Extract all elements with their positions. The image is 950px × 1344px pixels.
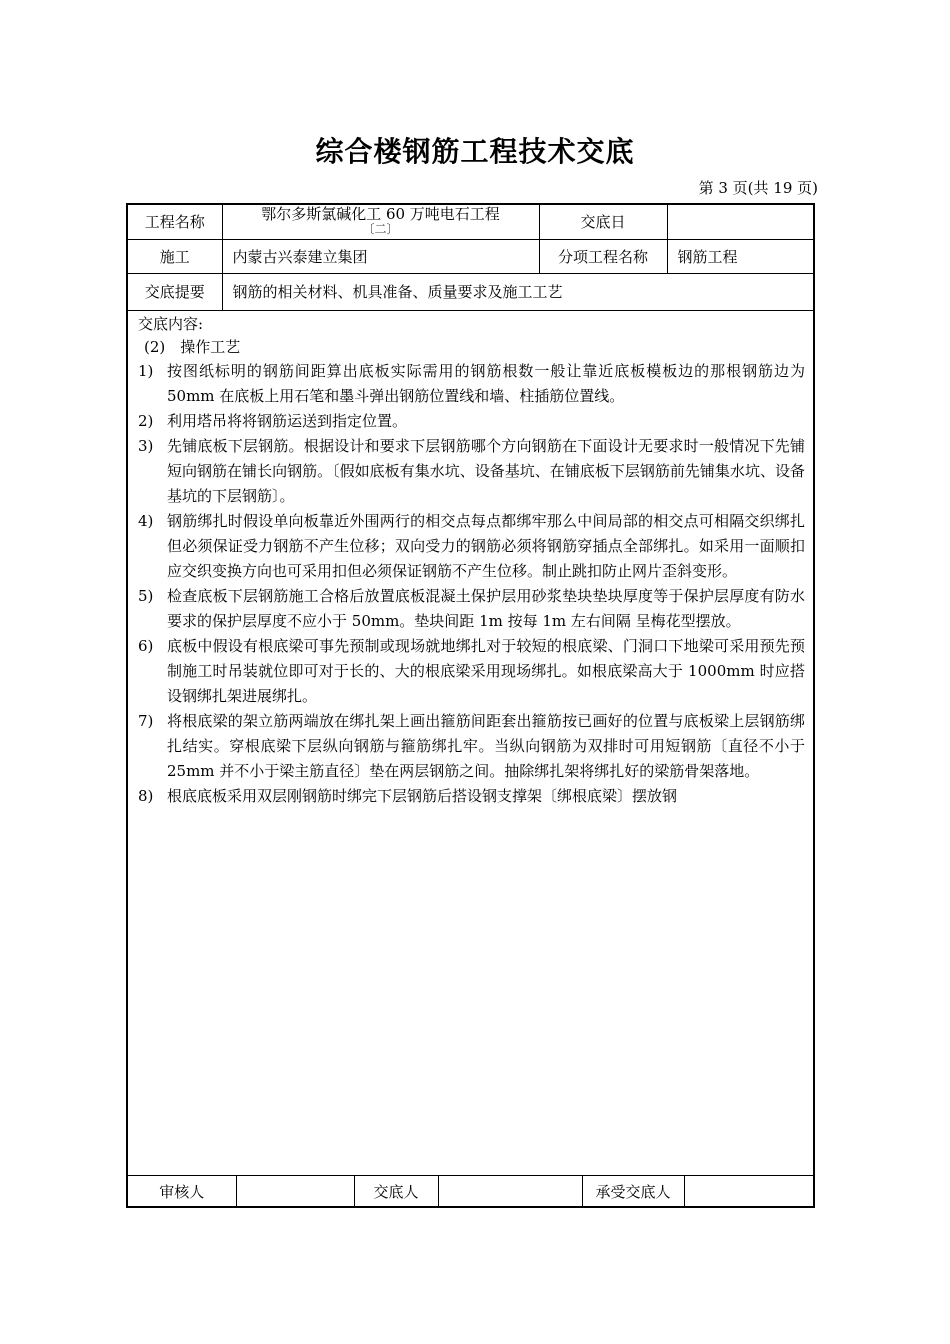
project-name-label: 工程名称 [128, 205, 222, 239]
header-row-project [128, 205, 813, 239]
content-label: 交底内容: [138, 315, 204, 333]
item-number: 5) [138, 587, 154, 605]
item-text: 检查底板下层钢筋施工合格后放置底板混凝土保护层用砂浆垫块垫块厚度等于保护层厚度有防水要求的保护层厚度不应小于 50mm。垫块间距 1m 按每 1m 左右间隔 呈梅花型摆放。 [167, 587, 805, 630]
disclosure-content [128, 311, 813, 1174]
summary-value: 钢筋的相关材料、机具准备、质量要求及施工工艺 [222, 273, 813, 310]
item-text: 先铺底板下层钢筋。根据设计和要求下层钢筋哪个方向钢筋在下面设计无要求时一般情况下先铺短向钢筋在铺长向钢筋。〔假如底板有集水坑、设备基坑、在铺底板下层钢筋前先铺集水坑、设备基坑的下层钢筋〕。 [167, 437, 805, 505]
content-item [138, 709, 805, 784]
content-item [138, 509, 805, 584]
content-item [138, 634, 805, 709]
content-item [138, 359, 805, 409]
item-text: 利用塔吊将将钢筋运送到指定位置。 [167, 412, 408, 430]
item-number: 4) [138, 512, 154, 530]
item-number: 6) [138, 637, 154, 655]
header-row-summary [128, 273, 813, 310]
signature-row [128, 1176, 813, 1207]
summary-label: 交底提要 [128, 273, 222, 310]
subproject-value: 钢筋工程 [667, 239, 813, 273]
receiver-label: 承受交底人 [582, 1176, 684, 1207]
project-name-line2: 〔二〕 [362, 221, 399, 236]
content-item [138, 784, 805, 809]
reviewer-label: 审核人 [128, 1176, 236, 1207]
content-item [138, 409, 805, 434]
contractor-label: 施工 [128, 239, 222, 273]
item-text: 钢筋绑扎时假设单向板靠近外围两行的相交点每点都绑牢那么中间局部的相交点可相隔交织绑扎但必须保证受力钢筋不产生位移；双向受力的钢筋必须将钢筋穿插点全部绑扎。如采用一面顺扣应交织变换方向也可采用扣但必须保证钢筋不产生位移。制止跳扣防止网片歪斜变形。 [167, 512, 805, 580]
item-number: 3) [138, 437, 154, 455]
item-number: 2) [138, 412, 154, 430]
contractor-value: 内蒙古兴泰建立集团 [222, 239, 539, 273]
content-item [138, 584, 805, 634]
item-number: 8) [138, 787, 154, 805]
item-text: 根底底板采用双层刚钢筋时绑完下层钢筋后搭设钢支撑架〔绑根底梁〕摆放钢 [167, 787, 678, 805]
header-row-contractor [128, 239, 813, 273]
disclosure-date-label: 交底日 [539, 205, 667, 239]
content-item [138, 434, 805, 509]
header-table [128, 205, 813, 311]
receiver-value [684, 1176, 813, 1207]
disclosure-form [126, 203, 815, 1208]
discloser-value [438, 1176, 582, 1207]
item-number: 7) [138, 712, 154, 730]
project-name-value [222, 205, 539, 239]
item-text: 按图纸标明的钢筋间距算出底板实际需用的钢筋根数一般让靠近底板模板边的那根钢筋边为 50mm 在底板上用石笔和墨斗弹出钢筋位置线和墙、柱插筋位置线。 [167, 362, 805, 405]
document-title: 综合楼钢筋工程技术交底 [315, 135, 635, 168]
disclosure-date-value [667, 205, 813, 239]
item-text: 底板中假设有根底梁可事先预制或现场就地绑扎对于较短的根底梁、门洞口下地梁可采用预先预制施工时吊装就位即可对于长的、大的根底梁采用现场绑扎。如根底梁高大于 1000mm 时应搭设钢绑扎架进展绑扎。 [167, 637, 805, 705]
subproject-label: 分项工程名称 [539, 239, 667, 273]
reviewer-value [236, 1176, 354, 1207]
section-heading: (2) 操作工艺 [144, 338, 241, 356]
item-number: 1) [138, 362, 154, 380]
project-name-line1: 鄂尔多斯氯碱化工 60 万吨电石工程 [261, 204, 500, 223]
signature-table [128, 1175, 813, 1206]
page-info: 第 3 页(共 19 页) [698, 179, 818, 197]
item-text: 将根底梁的架立筋两端放在绑扎架上画出箍筋间距套出箍筋按已画好的位置与底板梁上层钢筋绑扎结实。穿根底梁下层纵向钢筋与箍筋绑扎牢。当纵向钢筋为双排时可用短钢筋〔直径不小于 25mm 并不小于梁主筋直径〕垫在两层钢筋之间。抽除绑扎架将绑扎好的梁筋骨架落地。 [167, 712, 805, 780]
content-items [138, 359, 805, 809]
discloser-label: 交底人 [354, 1176, 438, 1207]
